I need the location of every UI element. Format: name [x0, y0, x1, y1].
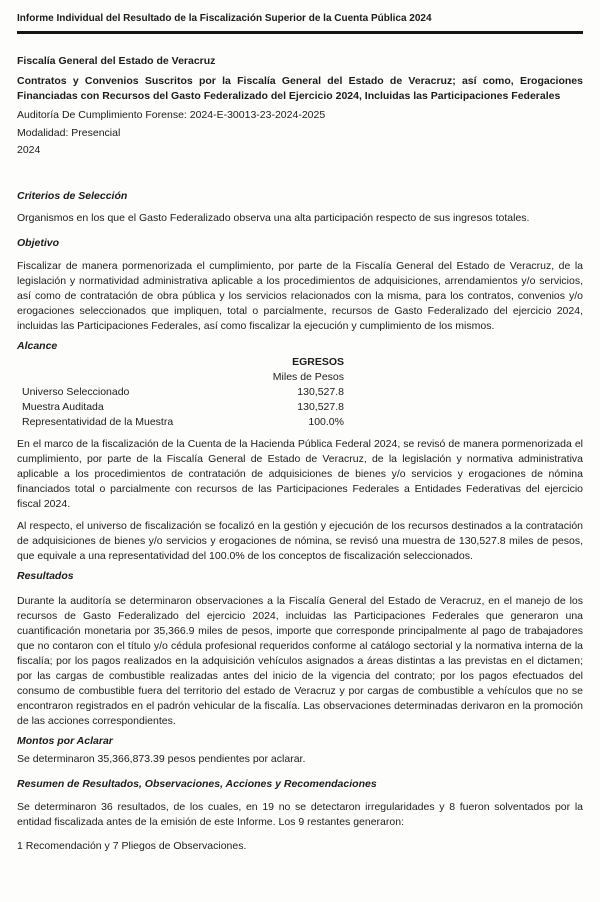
table-row-label: Representatividad de la Muestra [22, 416, 174, 428]
alcance-paragraph-2: Al respecto, el universo de fiscalización se focalizó en la gestión y ejecución de los recursos destinados a la contratación de adquisiciones de bienes y/o servicios y erogaciones de nómina, se revisó una muestra de 130,527.8 miles de pesos, que equivale a una representatividad del 100.0% de los conceptos de fiscalización seleccionados. [17, 520, 583, 562]
resumen-body: Se determinaron 36 resultados, de los cuales, en 19 no se detectaron irregularidades y 8 fueron solventados por la entidad fiscalizada antes de la emisión de este Informe. Los 9 restantes generaron: [17, 801, 583, 828]
table-row-label: Muestra Auditada [22, 401, 104, 413]
table-row [22, 415, 344, 430]
alcance-table-unit-label: Miles de Pesos [272, 371, 344, 383]
section-heading-objetivo: Objetivo [17, 237, 60, 249]
audit-title: Contratos y Convenios Suscritos por la Fiscalía General del Estado de Veracruz; así como, Erogaciones Financiadas con Recursos del Gasto Federalizado del Ejercicio 2024, Incluidas las Participaciones Federales [17, 75, 583, 102]
criterios-body: Organismos en los que el Gasto Federalizado observa una alta participación respecto de sus ingresos totales. [17, 212, 530, 224]
section-heading-alcance: Alcance [17, 340, 58, 352]
audit-modality: Modalidad: Presencial [17, 127, 121, 139]
table-row-value: 130,527.8 [297, 386, 344, 398]
section-heading-montos: Montos por Aclarar [17, 735, 113, 747]
resultados-body: Durante la auditoría se determinaron observaciones a la Fiscalía General del Estado de Veracruz, en el manejo de los recursos de Gasto Federalizado del ejercicio 2024, incluidas las Participaciones Federales que generaron una cuantificación monetaria por 35,366.9 miles de pesos, importe que corresponde principalmente al pago de trabajadores que no contaron con el título y/o cédula profesional requeridos conforme al catálogo sectorial y la normativa interna de la fiscalía; por los pagos realizados en la adquisición vehículos asignados a áreas distintas a las previstas en el dictamen; por las cargas de combustible realizadas antes del inicio de la vigencia del contrato; por los pagos efectuados del consumo de combustible fuera del territorio del estado de Veracruz y por cargas de combustible a vehículos que no se encontraron registrados en el padrón vehicular de la fiscalía. Las observaciones determinadas derivaron en la promoción de las acciones correspondientes. [17, 595, 583, 727]
objetivo-body: Fiscalizar de manera pormenorizada el cumplimiento, por parte de la Fiscalía General del Estado de Veracruz, de la legislación y normatividad administrativa aplicable a los procedimientos de adquisiciones, arrendamientos y/o servicios, así como de contratación de obra pública y los servicios relacionados con la misma, para los contratos, convenios y/o erogaciones seleccionados que impliquen, total o parcialmente, recursos de Gasto Federalizado del ejercicio 2024, incluidas las Participaciones Federales, así como fiscalizar la ejecución y cumplimiento de los mismos. [17, 260, 583, 332]
report-header-title: Informe Individual del Resultado de la Fiscalización Superior de la Cuenta Pública 2024 [17, 13, 432, 24]
audit-type-number: Auditoría De Cumplimiento Forense: 2024-E-30013-23-2024-2025 [17, 109, 326, 121]
alcance-table-column-header: EGRESOS [292, 356, 344, 368]
header-rule [17, 31, 583, 34]
table-row-value: 100.0% [308, 416, 344, 428]
table-row [22, 385, 344, 400]
table-row-label: Universo Seleccionado [22, 386, 130, 398]
alcance-table [22, 355, 344, 430]
table-row [22, 400, 344, 415]
audit-year: 2024 [17, 144, 41, 156]
section-heading-resumen: Resumen de Resultados, Observaciones, Acciones y Recomendaciones [17, 778, 377, 790]
audited-entity-name: Fiscalía General del Estado de Veracruz [17, 55, 216, 67]
resumen-conclusion: 1 Recomendación y 7 Pliegos de Observaciones. [17, 840, 247, 852]
section-heading-resultados: Resultados [17, 570, 74, 582]
table-row-value: 130,527.8 [297, 401, 344, 413]
section-heading-criterios: Criterios de Selección [17, 190, 128, 202]
montos-body: Se determinaron 35,366,873.39 pesos pendientes por aclarar. [17, 753, 306, 765]
alcance-paragraph-1: En el marco de la fiscalización de la Cuenta de la Hacienda Pública Federal 2024, se revisó de manera pormenorizada el cumplimiento, por parte de la Fiscalía General de Estado de Veracruz, de la legislación y normativa administrativa aplicable a los procedimientos de contratación de adquisiciones de bienes y/o servicios y erogaciones de nómina financiados total o parcialmente con recursos de las Participaciones Federales a Entidades Federativas del ejercicio fiscal 2024. [17, 438, 583, 510]
